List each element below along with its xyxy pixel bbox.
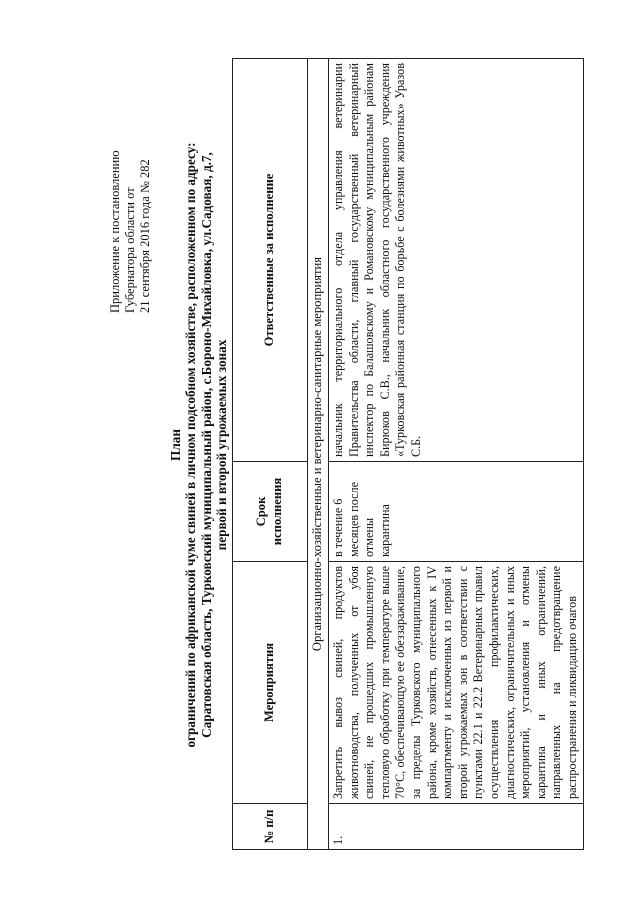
header-term: Срок исполнения xyxy=(233,462,308,562)
plan-table xyxy=(232,58,584,850)
header-responsible: Ответственные за исполнение xyxy=(233,59,308,462)
appendix-line-1: Приложение к постановлению xyxy=(108,150,122,313)
title-line-3: первой и второй угрожаемых зонах xyxy=(214,339,230,551)
row-responsible: начальник территориального отдела управления ветеринарии Правительства области, главный государственный ветеринарный инспектор по Балашовскому и Романовскому муниципальным районам Бирюков С.В., начальник областного государственного учреждения «Турковская районная станция по борьбе с болезнями животных» Уразов С.Б. xyxy=(329,59,584,462)
title-line-1: ограничений по африканской чуме свиней в личном подсобном хозяйстве, расположенном по адресу: xyxy=(183,142,199,748)
section-row xyxy=(308,59,329,850)
table-row xyxy=(329,59,584,850)
row-term: в течение 6 месяцев после отмены карантина xyxy=(329,462,584,562)
title-word: План xyxy=(168,429,183,461)
row-num: 1. xyxy=(329,804,584,850)
appendix-line-3: 21 сентября 2016 года № 282 xyxy=(138,159,152,313)
title-line-2: Саратовская область, Турковский муниципальный район, с.Бороно-Михайловка, ул.Садовая, д.7, xyxy=(198,152,214,738)
plan-title xyxy=(168,45,230,845)
section-title: Организационно-хозяйственные и ветеринарно-санитарные мероприятия xyxy=(308,59,329,850)
header-num: № п/п xyxy=(233,804,308,850)
appendix-note xyxy=(108,73,153,313)
row-measure: Запретить вывоз свиней, продуктов животноводства, полученных от убоя свиней, не прошедших промышленную тепловую обработку при температуре выше 70°С, обеспечивающую ее обеззараживание, за пределы Турковского муниципального района, кроме хозяйств, отнесенных к IV компартменту и исключенных из первой и второй угрожаемых зон в соответствии с пунктами 22.1 и 22.2 Ветеринарных правил осуществления профилактических, диагностических, ограничительных и иных мероприятий, установления и отмены карантина и иных ограничений, направленных на предотвращение распространения и ликвидацию очагов xyxy=(329,562,584,804)
appendix-line-2: Губернатора области от xyxy=(123,187,137,313)
table-header-row xyxy=(233,59,308,850)
header-measures: Мероприятия xyxy=(233,562,308,804)
